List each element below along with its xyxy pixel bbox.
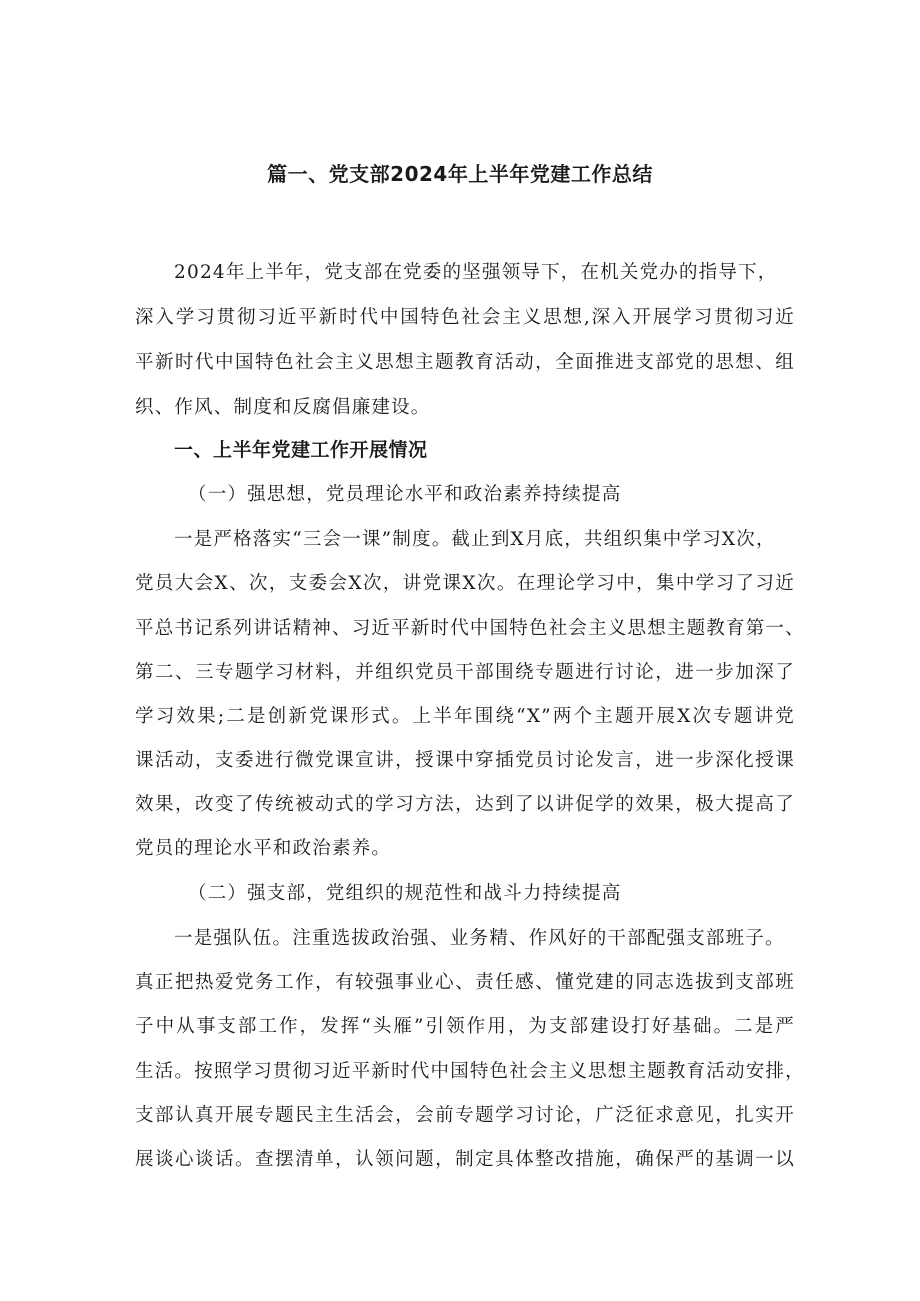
paragraph-line: 效果，改变了传统被动式的学习方法，达到了以讲促学的效果，极大提高了 — [135, 794, 795, 815]
paragraph-line: 一是强队伍。注重选拔政治强、业务精、作风好的干部配强支部班子。 — [174, 928, 785, 949]
paragraph-line: 深入学习贯彻习近平新时代中国特色社会主义思想,深入开展学习贯彻习近 — [135, 307, 795, 328]
subsection-heading: （一）强思想，党员理论水平和政治素养持续提高 — [188, 484, 622, 505]
subsection-heading: （二）强支部，党组织的规范性和战斗力持续提高 — [188, 883, 622, 904]
paragraph-line: 学习效果;二是创新党课形式。上半年围绕“X”两个主题开展X次专题讲党 — [135, 706, 795, 727]
document-title: 篇一、党支部2024年上半年党建工作总结 — [267, 162, 653, 186]
paragraph-line: 支部认真开展专题民主生活会，会前专题学习讨论，广泛征求意见，扎实开 — [135, 1105, 795, 1126]
paragraph-line: 平新时代中国特色社会主义思想主题教育活动，全面推进支部党的思想、组 — [135, 352, 795, 373]
paragraph-line: 2024年上半年，党支部在党委的坚强领导下，在机关党办的指导下， — [174, 262, 778, 283]
paragraph-line: 真正把热爱党务工作，有较强事业心、责任感、懂党建的同志选拔到支部班 — [135, 972, 795, 993]
paragraph-line: 党员的理论水平和政治素养。 — [135, 838, 392, 859]
paragraph-line: 生活。按照学习贯彻习近平新时代中国特色社会主义思想主题教育活动安排， — [135, 1061, 805, 1082]
paragraph-line: 子中从事支部工作，发挥“头雁”引领作用，为支部建设打好基础。二是严 — [135, 1016, 795, 1037]
section-heading: 一、上半年党建工作开展情况 — [174, 439, 428, 461]
paragraph-line: 一是严格落实“三会一课”制度。截止到X月底，共组织集中学习X次， — [174, 529, 776, 550]
paragraph-line: 展谈心谈话。查摆清单，认领问题，制定具体整改措施，确保严的基调一以 — [135, 1149, 795, 1170]
paragraph-line: 织、作风、制度和反腐倡廉建设。 — [135, 397, 431, 418]
paragraph-line: 党员大会X、次，支委会X次，讲党课X次。在理论学习中，集中学习了习近 — [135, 573, 795, 594]
paragraph-line: 课活动，支委进行微党课宣讲，授课中穿插党员讨论发言，进一步深化授课 — [135, 750, 795, 771]
paragraph-line: 第二、三专题学习材料，并组织党员干部围绕专题进行讨论，进一步加深了 — [135, 662, 795, 683]
paragraph-line: 平总书记系列讲话精神、习近平新时代中国特色社会主义思想主题教育第一、 — [135, 618, 805, 639]
